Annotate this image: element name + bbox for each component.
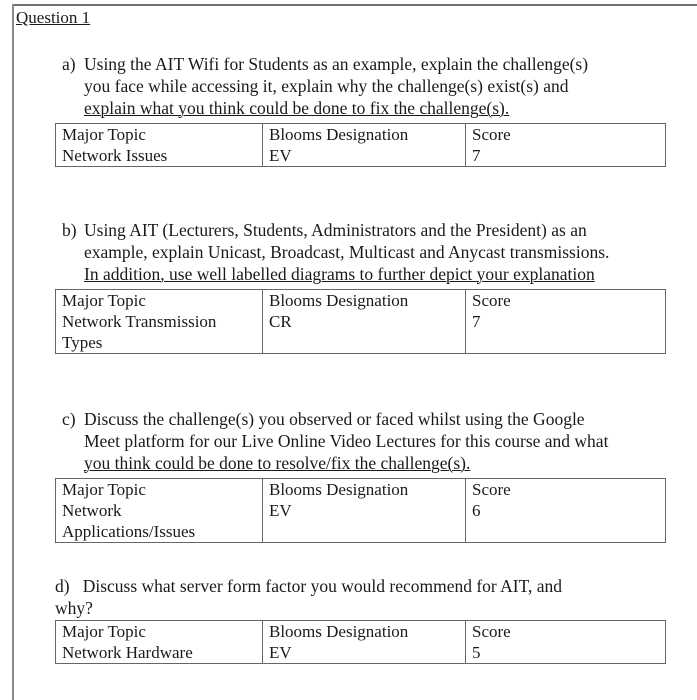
rubric-header-blooms: Blooms Designation xyxy=(263,479,466,501)
rubric-score-value: 5 xyxy=(466,642,666,664)
part-b-text: b) Using AIT (Lecturers, Students, Administrators and the President) as an example, explain Unicast, Broadcast, Multicast and Anycast transmissions. In addition, use well labelled diagrams to further depict your explanation xyxy=(62,220,610,284)
part-a-line-2: you face while accessing it, explain why the challenge(s) exist(s) and xyxy=(84,76,569,96)
rubric-header-score: Score xyxy=(466,124,666,146)
rubric-header-topic: Major Topic xyxy=(56,621,263,643)
rubric-score-value: 7 xyxy=(466,145,666,167)
rubric-blooms-value: CR xyxy=(263,311,466,354)
part-d-line-2: why? xyxy=(55,598,93,618)
rubric-header-blooms: Blooms Designation xyxy=(263,621,466,643)
rubric-topic-value: Network Transmission Types xyxy=(56,311,263,354)
rubric-blooms-value: EV xyxy=(263,500,466,543)
rubric-score-value: 6 xyxy=(466,500,666,543)
rubric-topic-value: Network Issues xyxy=(56,145,263,167)
rubric-header-score: Score xyxy=(466,479,666,501)
rubric-header-blooms: Blooms Designation xyxy=(263,290,466,312)
rubric-header-score: Score xyxy=(466,621,666,643)
rubric-header-topic: Major Topic xyxy=(56,479,263,501)
part-c-line-3: you think could be done to resolve/fix the challenge(s). xyxy=(84,453,471,473)
part-d-line-1: Discuss what server form factor you would recommend for AIT, and xyxy=(82,576,563,596)
part-d-label: d) xyxy=(55,576,70,596)
part-a-line-1: Using the AIT Wifi for Students as an example, explain the challenge(s) xyxy=(84,54,589,74)
rubric-blooms-value: EV xyxy=(263,642,466,664)
rubric-header-topic: Major Topic xyxy=(56,124,263,146)
part-b-line-1: Using AIT (Lecturers, Students, Administrators and the President) as an xyxy=(84,220,587,240)
part-a-line-3: explain what you think could be done to fix the challenge(s). xyxy=(84,98,510,118)
rubric-header-score: Score xyxy=(466,290,666,312)
part-b-line-3: In addition, use well labelled diagrams to further depict your explanation xyxy=(84,264,595,284)
part-d-text xyxy=(55,575,562,619)
part-c-rubric-table xyxy=(55,478,666,543)
part-a-text: a) Using the AIT Wifi for Students as an example, explain the challenge(s) you face while accessing it, explain why the challenge(s) exist(s) and explain what you think could be done to fix the challenge(s). xyxy=(62,54,589,118)
part-c-line-2: Meet platform for our Live Online Video Lectures for this course and what xyxy=(84,431,609,451)
rubric-topic-value: Network Hardware xyxy=(56,642,263,664)
rubric-topic-value: Network Applications/Issues xyxy=(56,500,263,543)
rubric-header-topic: Major Topic xyxy=(56,290,263,312)
part-a-rubric-table xyxy=(55,123,666,167)
part-d-rubric-table xyxy=(55,620,666,664)
top-border-line xyxy=(12,4,697,6)
part-b-rubric-table xyxy=(55,289,666,354)
rubric-header-blooms: Blooms Designation xyxy=(263,124,466,146)
left-border-line xyxy=(12,4,14,700)
part-c-text: c) Discuss the challenge(s) you observed or faced whilst using the Google Meet platform for our Live Online Video Lectures for this course and what you think could be done to resolve/fix the challenge(s). xyxy=(62,409,609,473)
rubric-score-value: 7 xyxy=(466,311,666,354)
rubric-blooms-value: EV xyxy=(263,145,466,167)
part-c-line-1: Discuss the challenge(s) you observed or faced whilst using the Google xyxy=(84,409,585,429)
part-b-line-2: example, explain Unicast, Broadcast, Multicast and Anycast transmissions. xyxy=(84,242,610,262)
question-title: Question 1 xyxy=(16,8,91,27)
